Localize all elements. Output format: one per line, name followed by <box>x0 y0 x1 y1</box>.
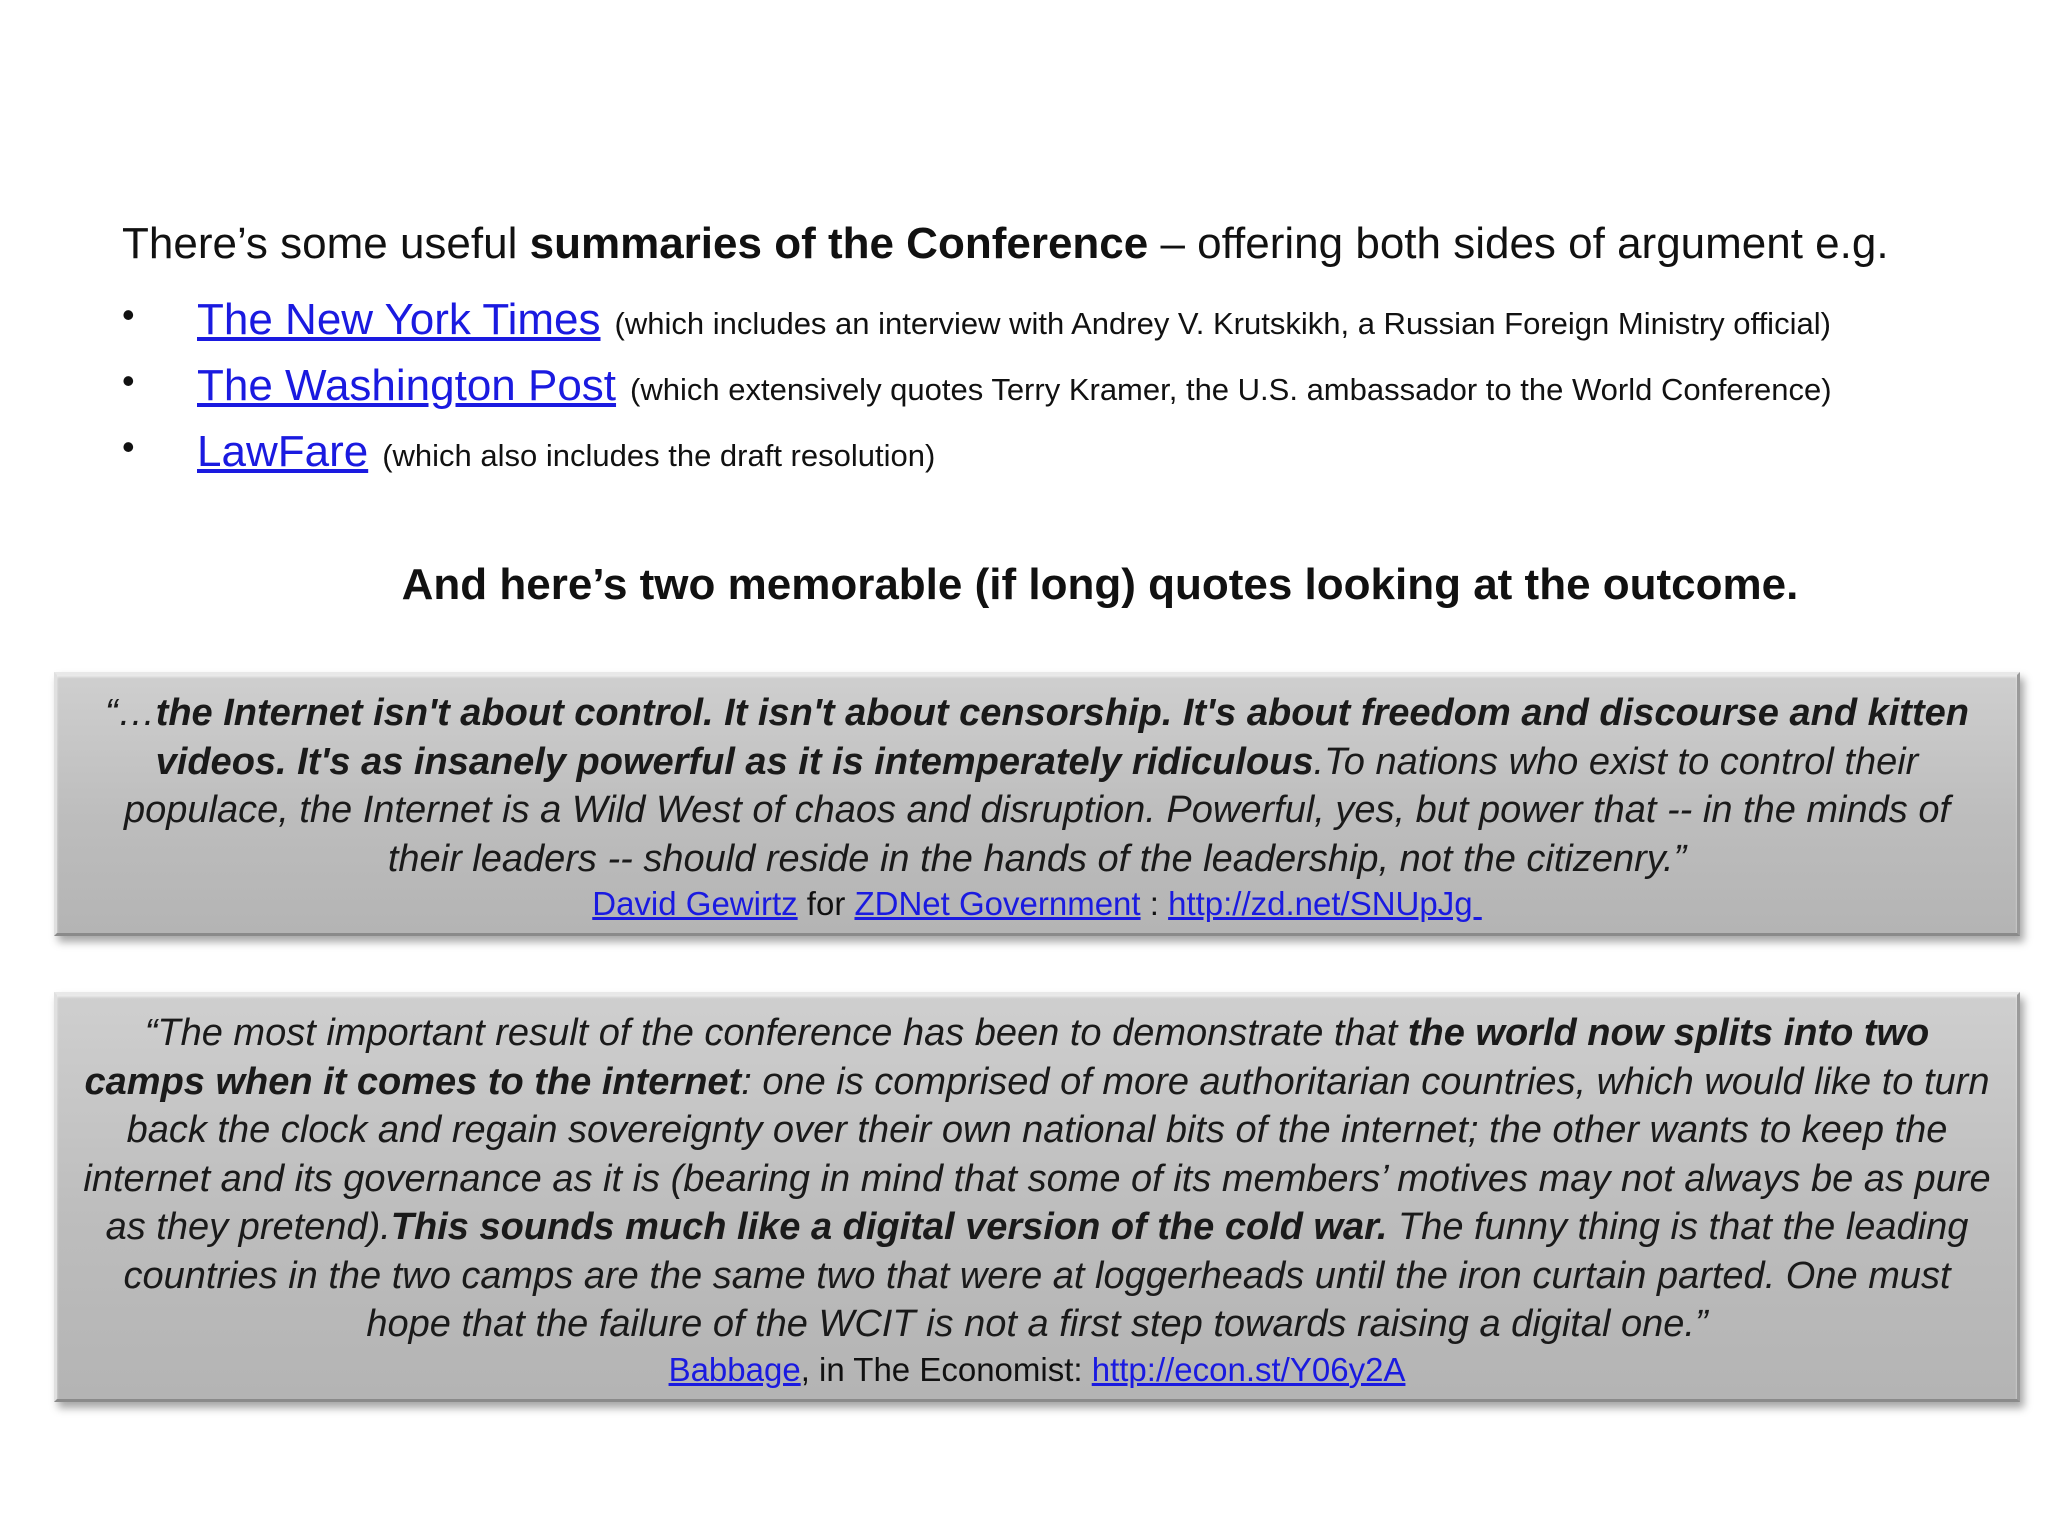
url-link[interactable]: http://zd.net/SNUpJg <box>1168 885 1482 922</box>
bullet-icon: • <box>122 294 135 335</box>
quote-bold: the Internet isn't about control. It isn't about censorship. It's about freedom and discourse and kitten videos. It's as insanely powerful as it is intemperately ridiculous <box>155 692 1969 783</box>
quote-attribution <box>83 883 1991 925</box>
attribution-text: for <box>797 885 855 922</box>
quote-part: : one is comprised of more authoritarian countries, which would like to turn back the clock and regain sovereignty over their own national bits of the internet; the other wants to keep the internet and its governance as it is (bearing in mind that some of its members’ motives may not always be as pure as they pretend). <box>83 1060 1991 1248</box>
quote-rest: .To nations who exist to control their populace, the Internet is a Wild West of chaos and disruption. Powerful, yes, but power that -- in the minds of their leaders -- should reside in the hands of the leadership, not the citizenry.” <box>123 740 1951 880</box>
attribution-text: , in The Economist: <box>800 1350 1092 1388</box>
source-item-lawfare <box>122 422 1832 488</box>
quotes-heading: And here’s two memorable (if long) quotes looking at the outcome. <box>401 560 1799 609</box>
author-link[interactable]: Babbage <box>668 1350 801 1388</box>
quote-bold: This sounds much like a digital version of the cold war. <box>390 1206 1388 1248</box>
source-item-nytimes <box>122 290 1832 356</box>
source-note: (which also includes the draft resolution) <box>382 438 936 473</box>
quote-bold: the world now splits into two camps when it comes to the internet <box>84 1012 1930 1103</box>
quote-box-economist <box>54 992 2020 1402</box>
url-link[interactable]: http://econ.st/Y06y2A <box>1091 1350 1406 1388</box>
publication-link[interactable]: ZDNet Government <box>854 885 1141 922</box>
source-list <box>122 290 1832 488</box>
source-note: (which extensively quotes Terry Kramer, the U.S. ambassador to the World Conference) <box>630 372 1832 407</box>
quote-text <box>83 1009 1991 1349</box>
nytimes-link[interactable]: The New York Times <box>197 295 601 344</box>
author-link[interactable]: David Gewirtz <box>592 885 798 922</box>
quote-part: “The most important result of the conference has been to demonstrate that <box>144 1012 1408 1054</box>
intro-suffix: – offering both sides of argument e.g. <box>1148 219 1889 268</box>
lawfare-link[interactable]: LawFare <box>197 427 369 476</box>
bullet-icon: • <box>122 426 135 467</box>
quote-part: The funny thing is that the leading countries in the two camps are the same two that were at loggerheads until the iron curtain parted. One must hope that the failure of the WCIT is not a first step towards raising a digital one.” <box>123 1206 1969 1345</box>
source-item-washington-post <box>122 356 1832 422</box>
intro-bold: summaries of the Conference <box>529 219 1149 268</box>
washington-post-link[interactable]: The Washington Post <box>197 361 617 410</box>
attribution-separator: : <box>1140 885 1169 922</box>
source-note: (which includes an interview with Andrey V. Krutskikh, a Russian Foreign Ministry official) <box>614 306 1831 341</box>
quote-text <box>83 689 1991 883</box>
quote-attribution <box>83 1349 1991 1391</box>
bullet-icon: • <box>122 360 135 401</box>
intro-sentence <box>122 214 1889 274</box>
quote-box-zdnet <box>54 672 2020 936</box>
intro-prefix: There’s some useful <box>122 219 530 268</box>
quote-open: “… <box>105 692 156 734</box>
